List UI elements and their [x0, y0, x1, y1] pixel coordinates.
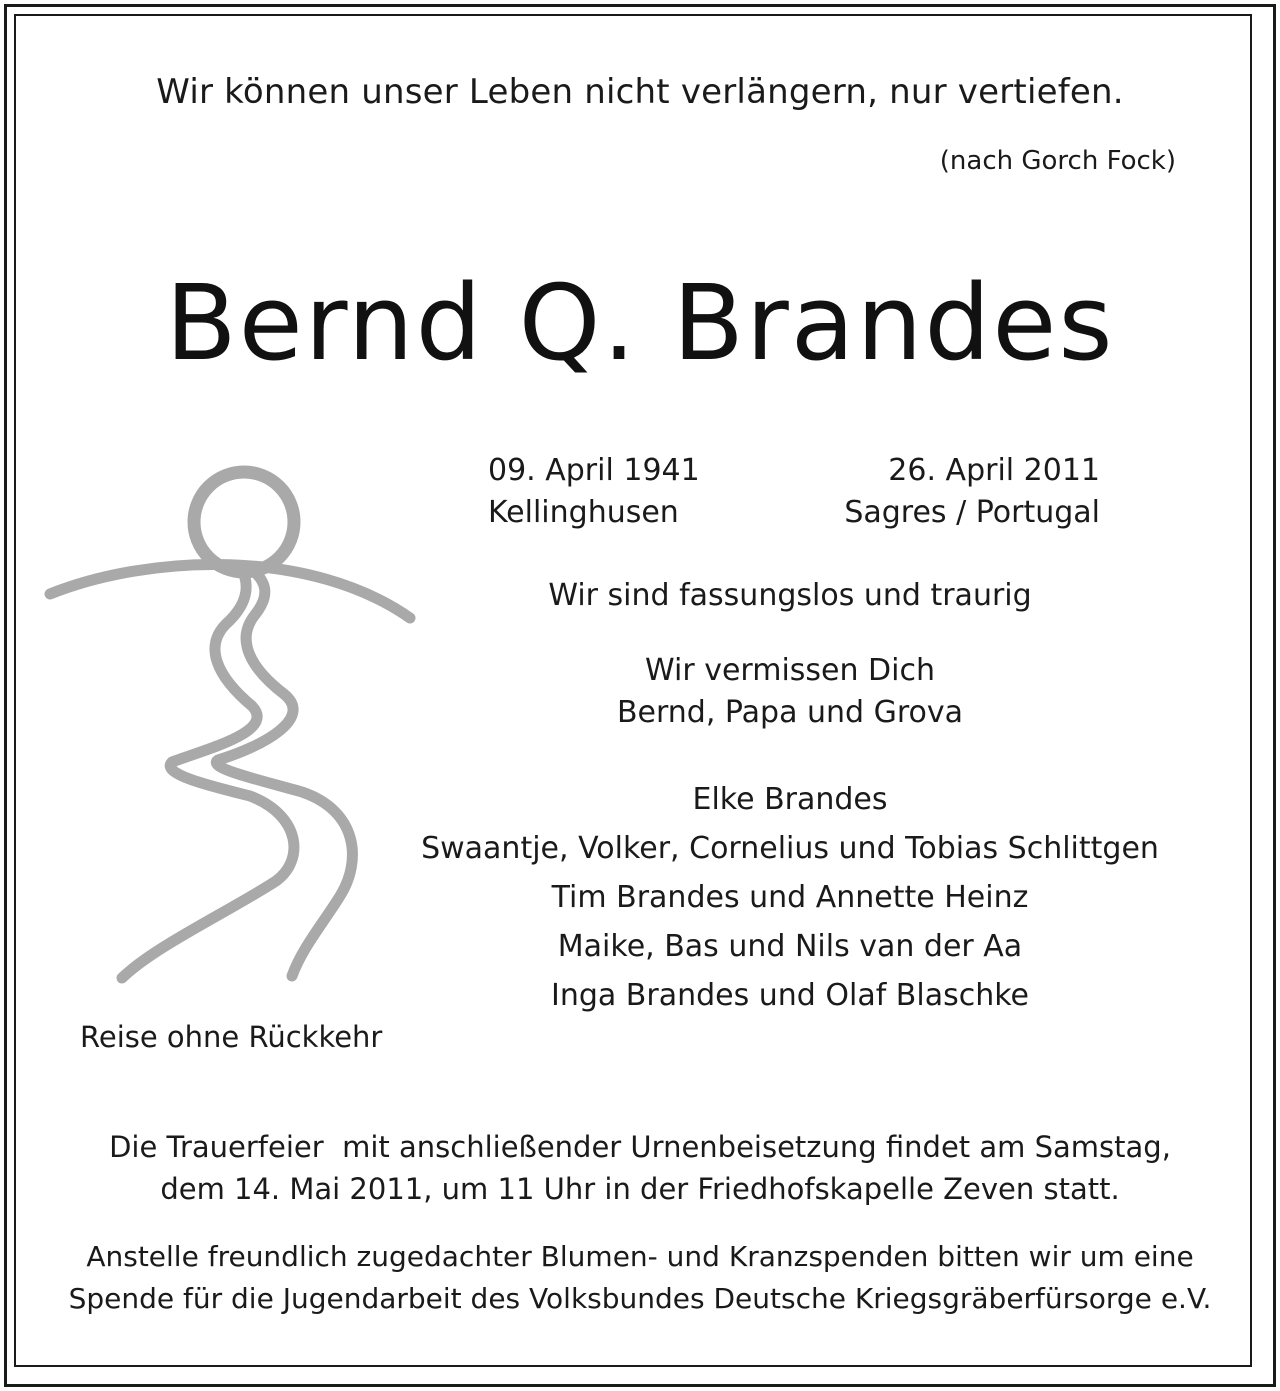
- opening-quote: Wir können unser Leben nicht verlängern, nur vertiefen.: [156, 72, 1124, 112]
- path-right-edge: [216, 566, 352, 976]
- sun-circle: [194, 472, 294, 572]
- death-place: Sagres / Portugal: [844, 495, 1100, 530]
- donation-notice: [0, 1236, 1280, 1320]
- family-member: Inga Brandes und Olaf Blaschke: [550, 978, 1030, 1013]
- miss-message: [380, 650, 1200, 734]
- miss-line-2: Bernd, Papa und Grova: [616, 695, 964, 730]
- family-member: Elke Brandes: [692, 782, 888, 817]
- family-member: Tim Brandes und Annette Heinz: [551, 880, 1029, 915]
- service-line-2: dem 14. Mai 2011, um 11 Uhr in der Friedhofskapelle Zeven statt.: [160, 1172, 1120, 1206]
- funeral-service-notice: [0, 1126, 1280, 1210]
- winding-path-figure-icon: [40, 456, 420, 996]
- service-line-1: Die Trauerfeier mit anschließender Urnenbeisetzung findet am Samstag,: [109, 1130, 1171, 1164]
- family-list: [380, 775, 1200, 1020]
- deceased-name: Bernd Q. Brandes: [165, 262, 1115, 384]
- birth-info: [488, 450, 700, 534]
- death-date: 26. April 2011: [888, 453, 1100, 488]
- family-member: Swaantje, Volker, Cornelius und Tobias Schlittgen: [421, 831, 1159, 866]
- family-member: Maike, Bas und Nils van der Aa: [557, 929, 1023, 964]
- emblem-motto: Reise ohne Rückkehr: [80, 1020, 383, 1054]
- quote-source: (nach Gorch Fock): [939, 146, 1176, 176]
- miss-line-1: Wir vermissen Dich: [645, 653, 935, 688]
- donation-line-1: Anstelle freundlich zugedachter Blumen- und Kranzspenden bitten wir um eine: [86, 1240, 1194, 1273]
- birth-date: 09. April 1941: [488, 453, 700, 488]
- birth-place: Kellinghusen: [488, 495, 679, 530]
- death-info: [844, 450, 1100, 534]
- donation-line-2: Spende für die Jugendarbeit des Volksbundes Deutsche Kriegsgräberfürsorge e.V.: [68, 1282, 1212, 1315]
- path-left-edge: [122, 566, 294, 978]
- mourning-line: Wir sind fassungslos und traurig: [548, 578, 1032, 613]
